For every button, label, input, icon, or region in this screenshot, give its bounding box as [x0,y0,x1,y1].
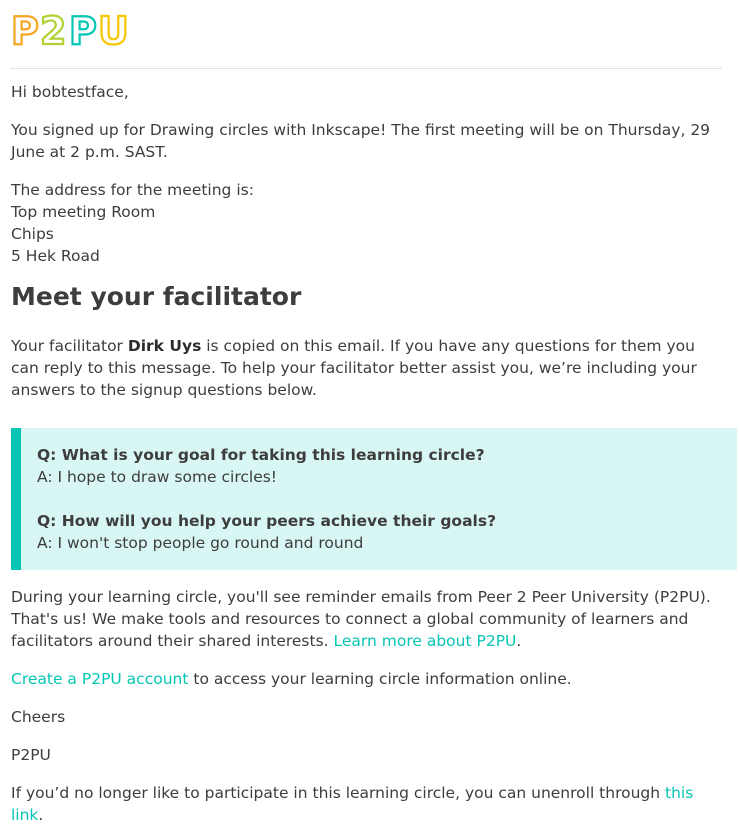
signup-answers-box [11,428,737,570]
facilitator-suffix: is copied on this email. If you have any questions for them you can reply to this message. To help your facilitator better assist you, we’re including your answers to the signup questions below. [11,337,697,399]
address-line: Chips [11,225,54,243]
header-divider [10,68,722,69]
svg-text:2: 2 [40,10,67,48]
address-intro: The address for the meeting is: [11,181,254,199]
unenroll-link[interactable]: this link [11,784,694,824]
question: Q: How will you help your peers achieve their goals? [37,512,497,530]
signup-confirmation: You signed up for Drawing circles with Inkscape! The first meeting will be on Thursday, 29 June at 2 p.m. SAST. [11,121,711,161]
about-end: . [516,632,522,650]
signature: P2PU [11,746,51,764]
facilitator-prefix: Your facilitator [11,337,128,355]
facilitator-heading: Meet your facilitator [11,282,302,311]
svg-text:P: P [69,10,97,48]
create-account-text: to access your learning circle information online. [188,670,572,688]
svg-text:P: P [11,10,39,48]
answer: A: I won't stop people go round and round [37,534,364,552]
create-account-paragraph [11,668,723,690]
qa-item [37,444,721,488]
facilitator-paragraph [11,335,723,401]
greeting: Hi bobtestface, [11,83,129,101]
learn-more-link[interactable]: Learn more about P2PU [333,632,517,650]
unenroll-text: If you’d no longer like to participate in this learning circle, you can unenroll through [11,784,666,802]
address-line: 5 Hek Road [11,247,100,265]
about-p2pu-paragraph [11,586,723,652]
email-content [11,81,723,826]
address-line: Top meeting Room [11,203,156,221]
p2pu-logo [11,10,133,48]
unenroll-paragraph [11,782,723,826]
answer: A: I hope to draw some circles! [37,468,278,486]
svg-text:U: U [98,10,129,48]
closing: Cheers [11,708,66,726]
question: Q: What is your goal for taking this learning circle? [37,446,485,464]
unenroll-end: . [38,806,44,824]
qa-item [37,510,721,554]
meeting-address [11,179,723,267]
about-text: During your learning circle, you'll see reminder emails from Peer 2 Peer University (P2PU). That's us! We make tools and resources to connect a global community of learners and facilitators around their shared interests. [11,588,711,650]
create-account-link[interactable]: Create a P2PU account [11,670,189,688]
facilitator-name: Dirk Uys [127,337,202,355]
